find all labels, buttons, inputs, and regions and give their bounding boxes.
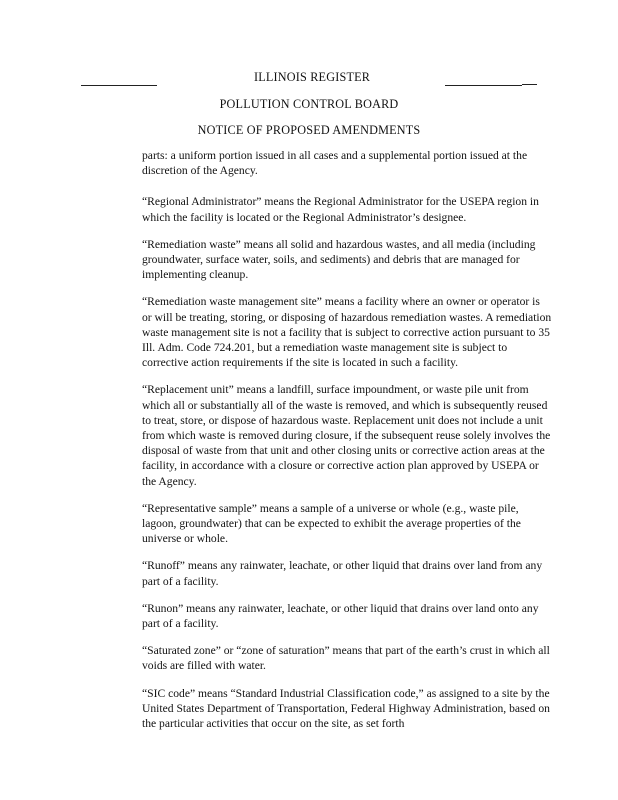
paragraph-representative-sample: “Representative sample” means a sample of a universe or whole (e.g., waste pile, lagoon, groundwater) that can be expected to exhibit the average properties of the universe or whole. [142, 501, 521, 546]
paragraph-replacement-unit: “Replacement unit” means a landfill, surface impoundment, or waste pile unit from which all or substantially all of the waste is removed, and which is subsequently reused to treat, store, or dispose of hazardous waste. Replacement unit does not include a unit from which waste is removed during closure, if the subsequent reuse solely involves the disposal of waste from that unit and other closing units or corrective action areas at the facility, in accordance with a closure or corrective action plan approved by USEPA or the Agency. [142, 383, 551, 488]
paragraph-sic-code: “SIC code” means “Standard Industrial Classification code,” as assigned to a site by the United States Department of Transportation, Federal Highway Administration, based on the particular activities that occur on the site, as set forth [142, 686, 550, 731]
board-title: POLLUTION CONTROL BOARD [219, 97, 399, 111]
paragraph-runoff: “Runoff” means any rainwater, leachate, or other liquid that drains over land from any part of a facility. [142, 559, 543, 588]
paragraph-runon: “Runon” means any rainwater, leachate, or other liquid that drains over land onto any part of a facility. [142, 601, 539, 631]
paragraph-saturated-zone: “Saturated zone” or “zone of saturation” means that part of the earth’s crust in which all voids are filled with water. [142, 644, 550, 673]
document-body [142, 148, 552, 743]
notice-title: NOTICE OF PROPOSED AMENDMENTS [197, 123, 421, 137]
paragraph-remediation-waste: “Remediation waste” means all solid and hazardous wastes, and all media (including groundwater, surface water, soils, and sediments) and debris that are managed for implementing cleanup. [142, 237, 536, 282]
paragraph-regional-administrator: “Regional Administrator” means the Regional Administrator for the USEPA region in which the facility is located or the Regional Administrator’s designee. [142, 195, 539, 224]
paragraph-remediation-waste-site: “Remediation waste management site” means a facility where an owner or operator is or will be treating, storing, or disposing of hazardous remediation wastes. A remediation waste management site is not a facility that is subject to corrective action pursuant to 35 Ill. Adm. Code 724.201, but a remediation waste management site is subject to corrective action requirements if the site is located in such a facility. [142, 295, 552, 370]
register-title: ILLINOIS REGISTER [253, 70, 371, 84]
paragraph-permit-parts: parts: a uniform portion issued in all cases and a supplemental portion issued at the discretion of the Agency. [142, 149, 528, 178]
